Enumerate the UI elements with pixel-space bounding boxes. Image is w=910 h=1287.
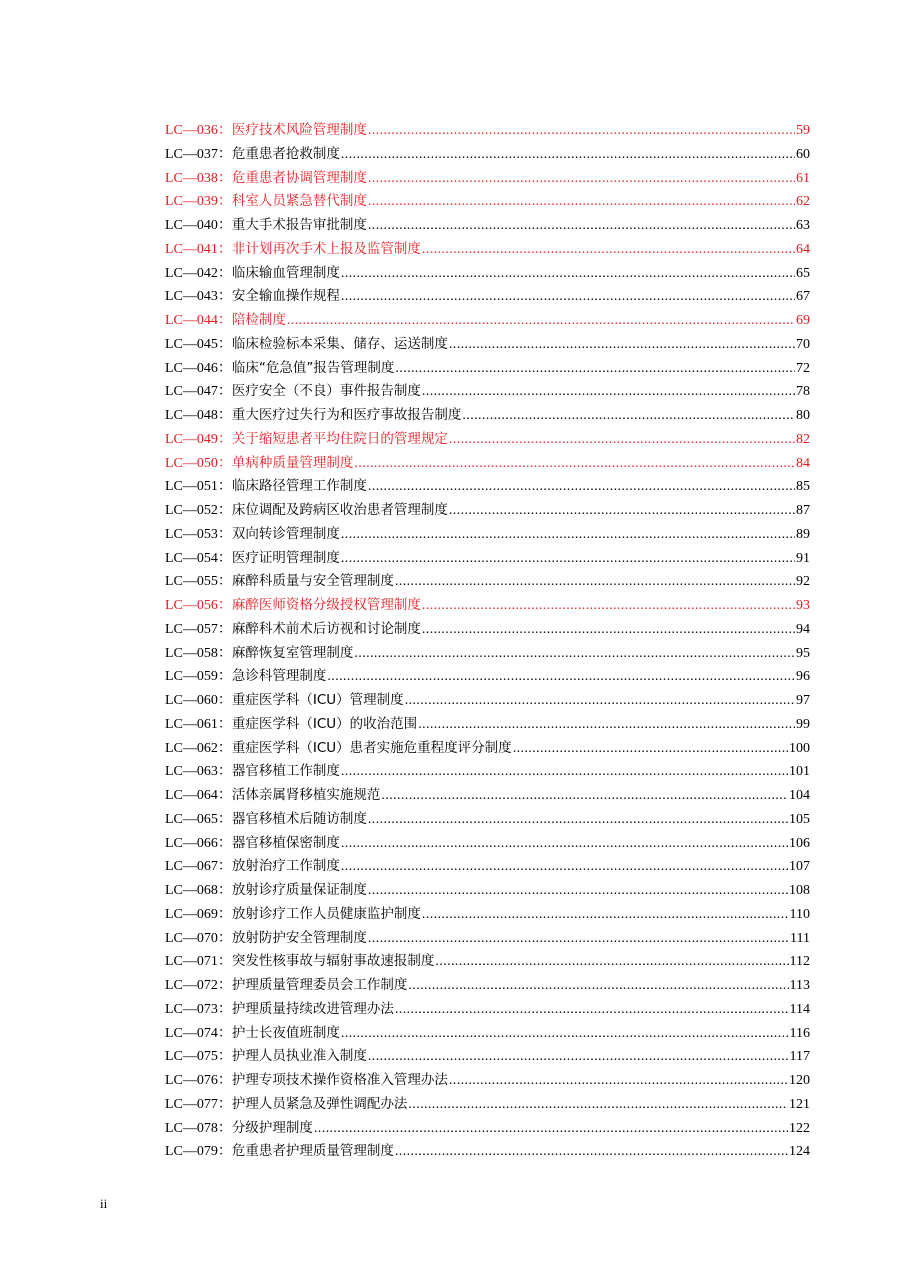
toc-entry-code: LC—061： (165, 716, 232, 732)
toc-entry-page-number: 64 (796, 241, 810, 257)
toc-entry-page-number: 87 (796, 503, 810, 518)
toc-entry-page-number: 72 (796, 360, 810, 376)
toc-entry[interactable] (165, 808, 810, 832)
toc-entry-code: LC—052： (165, 503, 232, 518)
toc-entry-title: 床位调配及跨病区收治患者管理制度 (231, 502, 448, 518)
toc-entry-title: 突发性核事故与辐射事故速报制度 (231, 953, 435, 970)
toc-entry-title: 活体亲属肾移植实施规范 (231, 787, 381, 803)
toc-dot-leader (395, 357, 795, 381)
toc-entry[interactable] (165, 452, 810, 476)
toc-entry[interactable] (165, 214, 810, 238)
toc-dot-leader (422, 594, 795, 618)
toc-entry-title: 重症医学科（ICU）管理制度 (231, 692, 404, 708)
toc-entry-code: LC—045： (165, 336, 232, 352)
toc-dot-leader (422, 618, 795, 642)
toc-entry-page-number: 80 (796, 408, 810, 423)
toc-entry-code: LC—043： (165, 289, 232, 305)
toc-entry-code: LC—062： (165, 740, 232, 756)
toc-entry-code: LC—067： (165, 859, 232, 875)
toc-entry[interactable] (165, 143, 810, 167)
toc-entry-code: LC—073： (165, 1001, 232, 1017)
toc-dot-leader (341, 855, 788, 879)
toc-entry-code: LC—039： (165, 194, 232, 210)
toc-entry-page-number: 63 (796, 218, 810, 233)
toc-entry-code: LC—051： (165, 479, 232, 495)
toc-entry-title: 医疗证明管理制度 (231, 549, 340, 566)
table-of-contents (165, 119, 810, 1164)
toc-dot-leader (314, 1117, 788, 1141)
toc-entry-title: 重大手术报告审批制度 (231, 217, 367, 233)
toc-entry[interactable] (165, 238, 810, 262)
toc-dot-leader (395, 570, 795, 594)
toc-entry-title: 危重患者抢救制度 (231, 145, 340, 162)
toc-entry-code: LC—049： (165, 431, 232, 447)
toc-entry-code: LC—077： (165, 1096, 232, 1112)
toc-entry[interactable] (165, 665, 810, 689)
toc-entry-code: LC—058： (165, 645, 232, 661)
toc-entry[interactable] (165, 998, 810, 1022)
toc-entry-code: LC—050： (165, 455, 232, 471)
toc-dot-leader (422, 903, 789, 927)
toc-entry-page-number: 107 (789, 859, 810, 875)
toc-dot-leader (408, 1093, 788, 1117)
toc-entry-code: LC—054： (165, 550, 232, 566)
toc-dot-leader (287, 309, 795, 333)
toc-dot-leader (327, 665, 795, 689)
toc-entry-title: 医疗安全（不良）事件报告制度 (231, 383, 421, 400)
toc-entry-page-number: 82 (796, 431, 810, 447)
toc-entry[interactable] (165, 950, 810, 974)
toc-entry[interactable] (165, 642, 810, 666)
toc-entry-page-number: 100 (789, 740, 810, 756)
toc-entry-page-number: 96 (796, 669, 810, 685)
toc-entry-page-number: 84 (796, 455, 810, 471)
toc-entry-page-number: 101 (789, 764, 810, 780)
toc-entry-code: LC—055： (165, 574, 232, 590)
toc-dot-leader (449, 333, 795, 357)
toc-dot-leader (395, 998, 789, 1022)
toc-entry-page-number: 65 (796, 265, 810, 281)
toc-entry[interactable] (165, 1140, 810, 1164)
toc-entry-code: LC—064： (165, 788, 232, 803)
toc-entry-title: 麻醉科质量与安全管理制度 (231, 573, 394, 590)
toc-entry-title: 护理质量管理委员会工作制度 (231, 977, 408, 993)
toc-dot-leader (405, 689, 795, 713)
toc-entry[interactable] (165, 618, 810, 642)
toc-entry-page-number: 120 (789, 1073, 810, 1088)
toc-entry-title: 双向转诊管理制度 (231, 525, 340, 542)
toc-entry-code: LC—048： (165, 408, 232, 423)
toc-entry[interactable] (165, 855, 810, 879)
toc-entry-title: 重大医疗过失行为和医疗事故报告制度 (231, 407, 462, 423)
toc-entry-code: LC—066： (165, 835, 232, 851)
toc-entry[interactable] (165, 974, 810, 998)
toc-dot-leader (408, 974, 788, 998)
toc-entry-code: LC—074： (165, 1025, 232, 1041)
toc-entry-title: 重症医学科（ICU）的收治范围 (231, 715, 418, 732)
toc-entry[interactable] (165, 689, 810, 713)
toc-entry-page-number: 62 (796, 194, 810, 210)
toc-dot-leader (368, 1045, 789, 1069)
toc-dot-leader (341, 262, 795, 286)
toc-entry[interactable] (165, 285, 810, 309)
toc-entry[interactable] (165, 879, 810, 903)
toc-entry-title: 安全输血操作规程 (231, 288, 340, 305)
toc-entry[interactable] (165, 832, 810, 856)
toc-entry-page-number: 110 (789, 906, 810, 922)
toc-entry-page-number: 95 (796, 645, 810, 661)
toc-entry-page-number: 97 (796, 693, 810, 708)
toc-entry-title: 护士长夜值班制度 (231, 1024, 340, 1041)
toc-entry-code: LC—076： (165, 1073, 232, 1088)
toc-entry-page-number: 89 (796, 526, 810, 542)
page-number-footer: ii (100, 1196, 108, 1211)
toc-entry-title: 护理人员紧急及弹性调配办法 (231, 1095, 408, 1112)
toc-entry[interactable] (165, 523, 810, 547)
toc-entry-code: LC—075： (165, 1049, 232, 1065)
toc-entry-title: 器官移植术后随访制度 (231, 810, 367, 827)
toc-entry-title: 临床检验标本采集、储存、运送制度 (231, 335, 448, 352)
toc-dot-leader (368, 190, 795, 214)
toc-entry[interactable] (165, 404, 810, 428)
toc-entry[interactable] (165, 570, 810, 594)
toc-dot-leader (354, 452, 795, 476)
toc-entry-code: LC—070： (165, 930, 232, 946)
toc-entry-page-number: 121 (789, 1096, 810, 1112)
toc-entry-page-number: 122 (789, 1120, 810, 1136)
toc-entry-page-number: 93 (796, 598, 810, 613)
toc-dot-leader (449, 499, 795, 523)
toc-entry-title: 重症医学科（ICU）患者实施危重程度评分制度 (231, 739, 512, 756)
toc-entry-title: 临床输血管理制度 (231, 264, 340, 281)
toc-entry[interactable] (165, 784, 810, 808)
toc-entry-code: LC—078： (165, 1120, 232, 1136)
toc-entry-code: LC—072： (165, 978, 232, 993)
toc-dot-leader (449, 1069, 788, 1093)
toc-entry-title: 护理质量持续改进管理办法 (231, 1000, 394, 1017)
toc-entry-code: LC—065： (165, 811, 232, 827)
toc-dot-leader (341, 1022, 789, 1046)
toc-dot-leader (341, 143, 795, 167)
toc-entry-code: LC—068： (165, 883, 232, 898)
toc-entry-page-number: 116 (789, 1025, 810, 1041)
toc-entry-code: LC—044： (165, 313, 232, 328)
toc-entry[interactable] (165, 713, 810, 737)
toc-entry-page-number: 91 (796, 550, 810, 566)
toc-entry-page-number: 85 (796, 479, 810, 495)
toc-entry-page-number: 108 (789, 883, 810, 898)
toc-dot-leader (418, 713, 795, 737)
toc-dot-leader (354, 642, 795, 666)
toc-entry-title: 放射诊疗质量保证制度 (231, 882, 367, 898)
toc-entry-title: 关于缩短患者平均住院日的管理规定 (231, 430, 448, 447)
toc-entry[interactable] (165, 499, 810, 523)
toc-dot-leader (341, 523, 795, 547)
toc-entry-code: LC—056： (165, 598, 232, 613)
toc-entry-page-number: 60 (796, 146, 810, 162)
toc-entry-page-number: 78 (796, 384, 810, 400)
toc-entry-code: LC—042： (165, 265, 232, 281)
toc-entry-page-number: 112 (789, 954, 810, 970)
toc-entry-title: 分级护理制度 (231, 1119, 313, 1136)
toc-entry-code: LC—037： (165, 146, 232, 162)
toc-entry[interactable] (165, 309, 810, 333)
toc-entry-title: 放射防护安全管理制度 (231, 929, 367, 946)
toc-entry-page-number: 105 (789, 811, 810, 827)
toc-entry-title: 急诊科管理制度 (231, 668, 327, 685)
toc-dot-leader (422, 238, 795, 262)
toc-entry-title: 麻醉科术前术后访视和讨论制度 (231, 620, 421, 637)
toc-entry[interactable] (165, 262, 810, 286)
toc-entry-code: LC—046： (165, 360, 232, 376)
toc-entry-page-number: 106 (789, 835, 810, 851)
toc-entry-title: 护理专项技术操作资格准入管理办法 (231, 1072, 448, 1088)
toc-entry-page-number: 124 (789, 1144, 810, 1160)
toc-entry[interactable] (165, 1093, 810, 1117)
toc-dot-leader (462, 404, 795, 428)
toc-entry[interactable] (165, 1069, 810, 1093)
toc-entry[interactable] (165, 594, 810, 618)
toc-dot-leader (341, 285, 795, 309)
toc-entry-title: 麻醉恢复室管理制度 (231, 644, 354, 661)
toc-dot-leader (368, 808, 788, 832)
toc-entry-title: 器官移植保密制度 (231, 834, 340, 851)
toc-entry-title: 医疗技术风险管理制度 (231, 122, 367, 138)
toc-dot-leader (449, 428, 795, 452)
toc-entry-page-number: 69 (796, 313, 810, 328)
toc-entry-code: LC—038： (165, 170, 232, 186)
toc-dot-leader (368, 214, 795, 238)
toc-entry[interactable] (165, 760, 810, 784)
toc-dot-leader (435, 950, 788, 974)
toc-dot-leader (381, 784, 788, 808)
toc-entry-page-number: 61 (796, 170, 810, 186)
toc-entry[interactable] (165, 428, 810, 452)
toc-entry[interactable] (165, 119, 810, 143)
toc-dot-leader (341, 832, 788, 856)
toc-entry-page-number: 104 (789, 788, 810, 803)
toc-entry[interactable] (165, 380, 810, 404)
toc-entry[interactable] (165, 190, 810, 214)
toc-entry[interactable] (165, 333, 810, 357)
toc-entry-page-number: 67 (796, 289, 810, 305)
toc-entry-title: 科室人员紧急替代制度 (231, 193, 367, 210)
toc-dot-leader (341, 760, 788, 784)
toc-entry-title: 陪检制度 (231, 312, 286, 328)
toc-entry-page-number: 113 (789, 978, 810, 993)
toc-dot-leader (513, 737, 788, 761)
toc-entry-code: LC—069： (165, 906, 232, 922)
toc-entry[interactable] (165, 737, 810, 761)
toc-entry-page-number: 117 (789, 1049, 810, 1065)
toc-entry-page-number: 70 (796, 336, 810, 352)
toc-entry-code: LC—060： (165, 693, 232, 708)
toc-entry-page-number: 111 (790, 930, 810, 946)
toc-entry-code: LC—079： (165, 1144, 232, 1160)
toc-entry-title: 放射诊疗工作人员健康监护制度 (231, 905, 421, 922)
toc-entry-title: 临床路径管理工作制度 (231, 478, 367, 495)
toc-dot-leader (341, 547, 795, 571)
toc-entry-page-number: 114 (789, 1001, 810, 1017)
toc-entry-title: 危重患者护理质量管理制度 (231, 1143, 394, 1160)
toc-dot-leader (368, 927, 789, 951)
toc-entry-page-number: 92 (796, 574, 810, 590)
toc-entry-title: 危重患者协调管理制度 (231, 169, 367, 186)
toc-dot-leader (368, 167, 795, 191)
toc-entry[interactable] (165, 1022, 810, 1046)
toc-entry[interactable] (165, 357, 810, 381)
toc-entry[interactable] (165, 1045, 810, 1069)
toc-entry[interactable] (165, 1117, 810, 1141)
toc-entry-page-number: 94 (796, 621, 810, 637)
toc-entry-code: LC—036： (165, 123, 232, 138)
toc-entry[interactable] (165, 475, 810, 499)
toc-entry-code: LC—071： (165, 954, 232, 970)
toc-entry-title: 临床“危急值”报告管理制度 (231, 359, 395, 376)
toc-dot-leader (368, 475, 795, 499)
toc-entry[interactable] (165, 167, 810, 191)
toc-entry-code: LC—059： (165, 669, 232, 685)
toc-entry-code: LC—057： (165, 621, 232, 637)
toc-dot-leader (422, 380, 795, 404)
toc-entry-title: 单病种质量管理制度 (231, 454, 354, 471)
toc-entry[interactable] (165, 927, 810, 951)
toc-entry-code: LC—063： (165, 764, 232, 780)
toc-entry-title: 非计划再次手术上报及监管制度 (231, 240, 421, 257)
toc-dot-leader (368, 879, 788, 903)
toc-dot-leader (368, 119, 795, 143)
toc-entry-title: 放射治疗工作制度 (231, 858, 340, 875)
toc-entry-code: LC—053： (165, 526, 232, 542)
toc-entry-title: 护理人员执业准入制度 (231, 1048, 367, 1065)
toc-entry-title: 器官移植工作制度 (231, 763, 340, 780)
toc-entry-title: 麻醉医师资格分级授权管理制度 (231, 597, 421, 613)
toc-entry-code: LC—041： (165, 241, 232, 257)
toc-entry-page-number: 59 (796, 123, 810, 138)
toc-entry[interactable] (165, 903, 810, 927)
toc-entry-code: LC—047： (165, 384, 232, 400)
toc-entry[interactable] (165, 547, 810, 571)
toc-entry-code: LC—040： (165, 218, 232, 233)
toc-dot-leader (395, 1140, 788, 1164)
toc-entry-page-number: 99 (796, 716, 810, 732)
